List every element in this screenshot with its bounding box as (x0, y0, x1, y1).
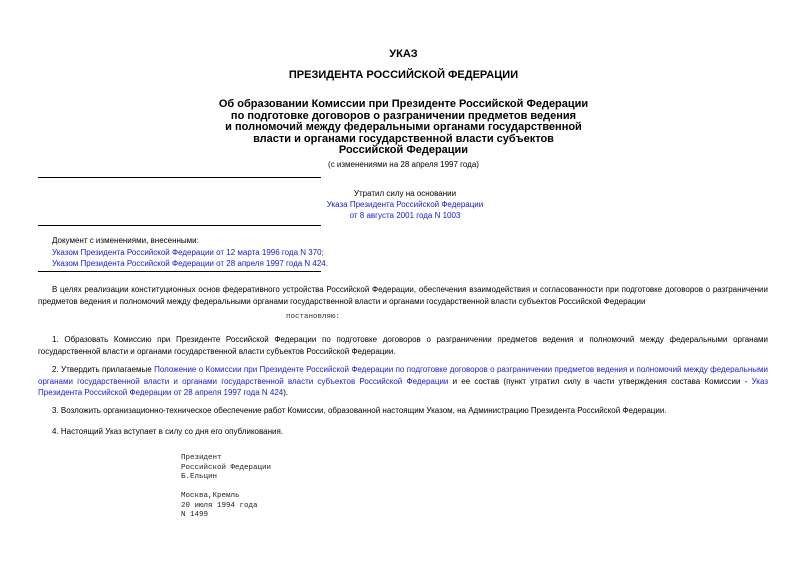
paragraph-4: 4. Настоящий Указ вступает в силу со дня его опубликования. (52, 427, 284, 436)
document-type: УКАЗ (389, 48, 418, 60)
amending-decree-link[interactable]: Указ Президента Российской Федерации от 28 апреля 1997 года N 424 (38, 376, 769, 397)
divider (38, 271, 321, 272)
divider (38, 225, 321, 226)
amendment-note: (с изменениями на 28 апреля 1997 года) (328, 160, 479, 169)
expired-label: Утратил силу на основании (353, 189, 457, 198)
document-issuer: ПРЕЗИДЕНТА РОССИЙСКОЙ ФЕДЕРАЦИИ (288, 69, 519, 81)
expired-decree-link[interactable]: Указа Президента Российской Федерации (326, 200, 484, 209)
signature-line: Российской Федерации (181, 463, 272, 472)
title-line: по подготовке договоров о разграничении предметов ведения (230, 109, 577, 122)
expired-notice (320, 188, 490, 221)
document-title (0, 99, 807, 157)
paragraph-2 (38, 364, 768, 399)
title-line: Об образовании Комиссии при Президенте Российской Федерации (218, 98, 589, 110)
title-line: Российской Федерации (338, 144, 469, 156)
paragraph-1: 1. Образовать Комиссию при Президенте Российской Федерации по подготовке договоров о разграничении предметов ведения и полномочий между федеральными органами государственной власти и органами государственной власти субъектов Российской Федерации. (38, 335, 768, 356)
change-link[interactable]: Указом Президента Российской Федерации от 28 апреля 1997 года N 424. (52, 259, 328, 268)
change-link[interactable]: Указом Президента Российской Федерации от 12 марта 1996 года N 370; (52, 247, 324, 257)
expired-decree-date-link[interactable]: от 8 августа 2001 года N 1003 (349, 211, 461, 220)
signature-block (181, 454, 271, 483)
signature-line: Президент (181, 454, 222, 462)
title-line: власти и органами государственной власти субъектов (253, 132, 554, 145)
paragraph-2-text: ). (283, 388, 289, 397)
changes-block (52, 235, 452, 270)
date-line: 20 июля 1994 года (181, 501, 258, 510)
preamble-paragraph: В целях реализации конституционных основ федеративного устройства Российской Федерации, обеспечения взаимодействия и согласованности при подготовке договоров о разграничении предметов ведения и полномочий между федеральными органами государственной власти и органами государственной власти субъектов Российской Федерации (38, 285, 768, 306)
paragraph-3: 3. Возложить организационно-техническое обеспечение работ Комиссии, образованной настоящим Указом, на Администрацию Президента Российской Федерации. (52, 406, 667, 415)
signature-line: Б.Ельцин (181, 473, 218, 481)
divider (38, 177, 321, 178)
paragraph-2-text: 2. Утвердить прилагаемые (52, 365, 155, 374)
regulation-link[interactable]: Положение о Комиссии при Президенте Российской Федерации по подготовке договоров о разграничении предметов ведения и полномочий между федеральными органами государственной власти и органами государственной власти субъектов Российской Федерации (38, 365, 768, 386)
changes-label: Документ с изменениями, внесенными: (52, 236, 199, 245)
place-date-block (181, 492, 258, 521)
number-line: N 1499 (181, 511, 209, 519)
place-line: Москва,Кремль (181, 492, 240, 500)
title-line: и полномочий между федеральными органами государственной (225, 121, 582, 133)
decree-word: постановляю: (286, 313, 341, 321)
paragraph-2-text: и ее состав (пункт утратил силу в части утверждения состава Комиссии - (448, 376, 752, 386)
